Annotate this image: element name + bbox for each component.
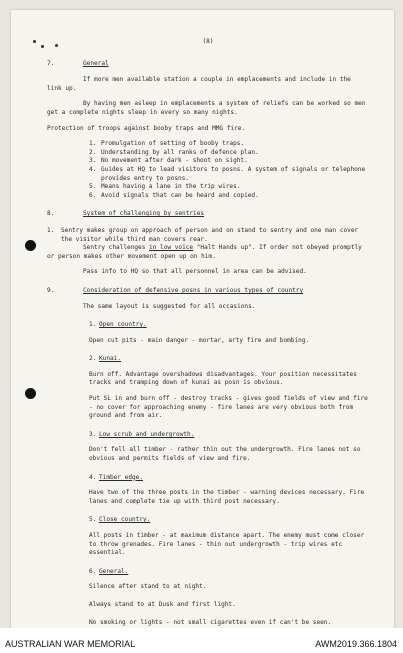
paragraph: Put SL in and burn off - destroy tracks - gives good fields of view and fire - no cover for approaching enemy - fire lanes are very obvious both from ground and from air. [89, 395, 368, 420]
subsection-title: General. [99, 567, 129, 575]
section-number: 9. [47, 286, 55, 294]
section-number: 8. [47, 210, 55, 218]
paragraph [47, 227, 369, 244]
punch-hole [25, 240, 36, 251]
text-run: Sentry challenges [83, 244, 150, 252]
underlined-text: in low voice [149, 244, 194, 252]
subsection-number: 4. [89, 473, 97, 481]
subsection-heading [89, 321, 369, 330]
text-run: "Halt Hands up". If order not obeyed promptly or person makes other movement open up on him. [47, 244, 362, 260]
paragraph: Always stand to at Dusk and first light. [89, 600, 236, 608]
subsection-number: 2. [89, 355, 97, 363]
section-title: System of challenging by sentries [83, 210, 205, 218]
paragraph: If more men available station a couple in emplacements and include in the link up. [47, 76, 351, 92]
item-number: 4. [89, 165, 97, 173]
item-text: Avoid signals that can be heard and copied. [101, 191, 259, 199]
subsection-heading [89, 431, 369, 440]
section-8-heading [47, 210, 369, 219]
item-text: Promulgation of setting of booby traps. [101, 140, 245, 148]
paragraph [47, 244, 369, 261]
section-7-heading [47, 60, 369, 69]
list-item [89, 149, 369, 158]
numbered-list [47, 140, 369, 200]
item-text: Understanding by all ranks of defence plan. [101, 148, 259, 156]
punch-hole [25, 388, 36, 399]
section-number: 7. [47, 59, 55, 67]
subsection-heading [89, 568, 369, 577]
subsection-number: 6. [89, 567, 97, 575]
paragraph: Burn off. Advantage overshadows disadvantages. Your position necessitates tracks and tramping down of kunai as posn is obvious. [89, 370, 357, 387]
paragraph: Pass info to HQ so that all personnel in area can be advised. [83, 268, 307, 276]
paragraph: By having men asleep in emplacements a system of reliefs can be worked so men get a complete nights sleep in every so many nights. [47, 100, 366, 116]
subsection-title: Kunai. [99, 355, 122, 363]
paragraph: Don't fell all timber - rather thin out the undergrowth. Fire lanes not so obvious and permits fields of view and fire. [89, 446, 361, 462]
item-text: No movement after dark - shoot on sight. [101, 157, 248, 165]
paragraph: Protection of troops against booby traps and MMG fire. [47, 124, 246, 132]
ink-speck [33, 40, 36, 43]
paragraph: All posts in timber - at maximum distance apart. The enemy must come closer to throw grenades. Fire lanes - thin out undergrowth - trip wires etc essential. [89, 531, 365, 557]
subsection-title: Timber edge. [99, 473, 144, 481]
subsection-number: 1. [89, 321, 97, 329]
page-number: (8) [202, 38, 214, 45]
subsection-number: 3. [89, 430, 97, 438]
section-title: Consideration of defensive posns in various types of country [83, 286, 304, 294]
subsection-title: Open country. [99, 321, 147, 329]
paragraph: Open cut pits - main danger - mortar, arty fire and bombing. [89, 336, 310, 344]
list-item [89, 166, 369, 183]
paragraph: The same layout is suggested for all occasions. [83, 303, 256, 311]
footer-catalogue-id: AWM2019.366.1804 [315, 639, 397, 649]
subsection-heading [89, 516, 369, 525]
section-title: General [83, 59, 109, 67]
paragraph: Silence after stand to at night. [89, 583, 207, 591]
document-page [11, 10, 394, 628]
list-item [89, 157, 369, 166]
ink-speck [41, 45, 44, 48]
document-body [47, 38, 369, 628]
archive-footer [0, 628, 403, 653]
item-text: Guides at HQ to lead visitors to posns. A system of signals or telephone provides entry to posns. [101, 165, 366, 182]
footer-institution: AUSTRALIAN WAR MEMORIAL [5, 639, 136, 649]
paragraph-text: Sentry makes group on approach of person and on stand to sentry and one man cover the visitor while third man covers rear. [61, 226, 359, 243]
list-item [89, 140, 369, 149]
paragraph: Have two of the three posts in the timber - warning devices necessary. Fire lanes and complete tie up with third post necessary. [89, 489, 365, 505]
subsection-title: Low scrub and undergrowth. [99, 430, 195, 438]
paragraph: No smoking or lights - not small cigarettes even if can't be seen. [89, 618, 332, 626]
paragraph-number: 1. [47, 226, 55, 234]
item-number: 6. [89, 191, 97, 199]
subsection-title: Close country. [99, 516, 151, 524]
list-item [89, 183, 369, 192]
item-number: 5. [89, 183, 97, 191]
item-number: 1. [89, 140, 97, 148]
list-item [89, 192, 369, 201]
subsection-heading [89, 355, 369, 364]
section-9-heading [47, 287, 369, 296]
item-number: 3. [89, 157, 97, 165]
item-number: 2. [89, 148, 97, 156]
subsection-number: 5. [89, 516, 97, 524]
item-text: Means having a lane in the trip wires. [101, 183, 241, 191]
subsection-heading [89, 474, 369, 483]
